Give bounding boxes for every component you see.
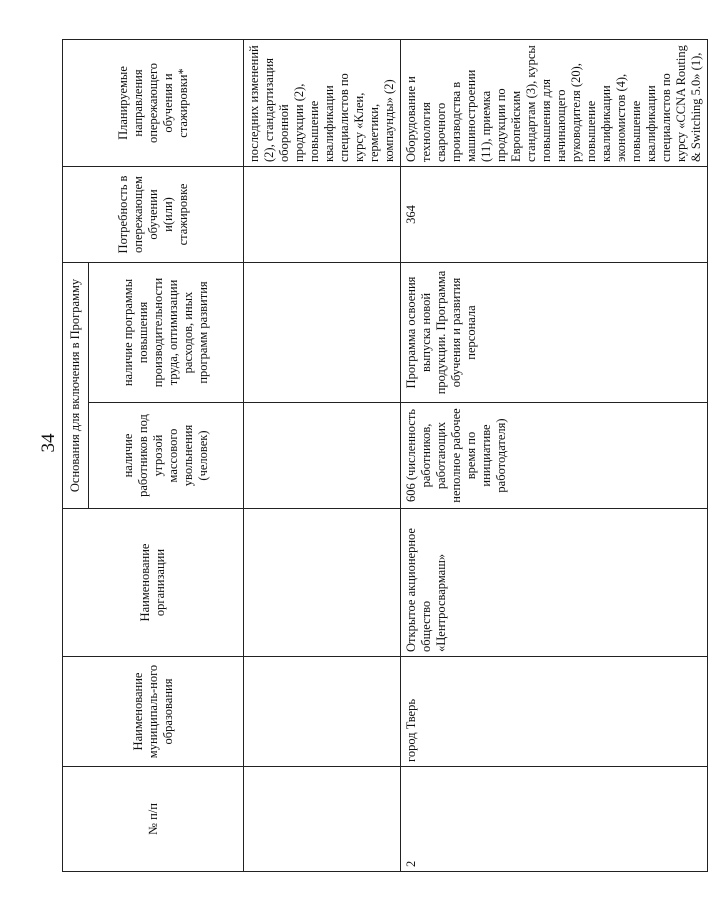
header-grounds-programs: наличие программы повышения производительности труда, оптимизации расходов, иных программ развития [89,263,244,403]
row-workers: 606 (численность работников, работающих неполное рабочее время по инициативе работодателя) [401,403,708,509]
cont-need [244,167,401,263]
row-municipality: город Тверь [401,657,708,767]
rotated-table-container [62,40,703,872]
header-need: Потребность в опережающем обучении и(или) стажировке [63,167,244,263]
header-organization: Наименование организации [63,509,244,657]
data-table [62,39,708,872]
cont-organization [244,509,401,657]
row-directions: Оборудование и технология сварочного производства в машиностроении (11), приемка продукции по Европейским стандартам (3), курсы повышения для начинающего руководителя (20), повышение квалификации экономистов (4), повышение квалификации специалистов по курсу «CCNA Routing & Switching 5.0» (1), [401,40,708,167]
header-row-1 [63,40,89,872]
cont-municipality [244,657,401,767]
cont-workers [244,403,401,509]
page-number: 34 [38,433,59,453]
header-directions: Планируемые направления опережающего обучения и стажировки* [63,40,244,167]
row-need: 364 [401,167,708,263]
header-municipality: Наименование муниципаль-ного образования [63,657,244,767]
cont-programs [244,263,401,403]
cont-directions: последних изменений (2), стандартизация оборонной продукции (2), повышение квалификации специалистов по курсу «Клеи, герметики, компаунды» (2) [244,40,401,167]
row-programs: Программа освоения выпуска новой продукции. Программа обучения и развития персонала [401,263,708,403]
cont-num [244,767,401,872]
table-row-continuation [244,40,401,872]
row-num: 2 [401,767,708,872]
row-organization: Открытое акционерное общество «Центросвармаш» [401,509,708,657]
header-grounds-group: Основания для включения в Программу [63,263,89,509]
header-num: № п/п [63,767,244,872]
table-row [401,40,708,872]
header-grounds-workers: наличие работников под угрозой массового увольнения (человек) [89,403,244,509]
